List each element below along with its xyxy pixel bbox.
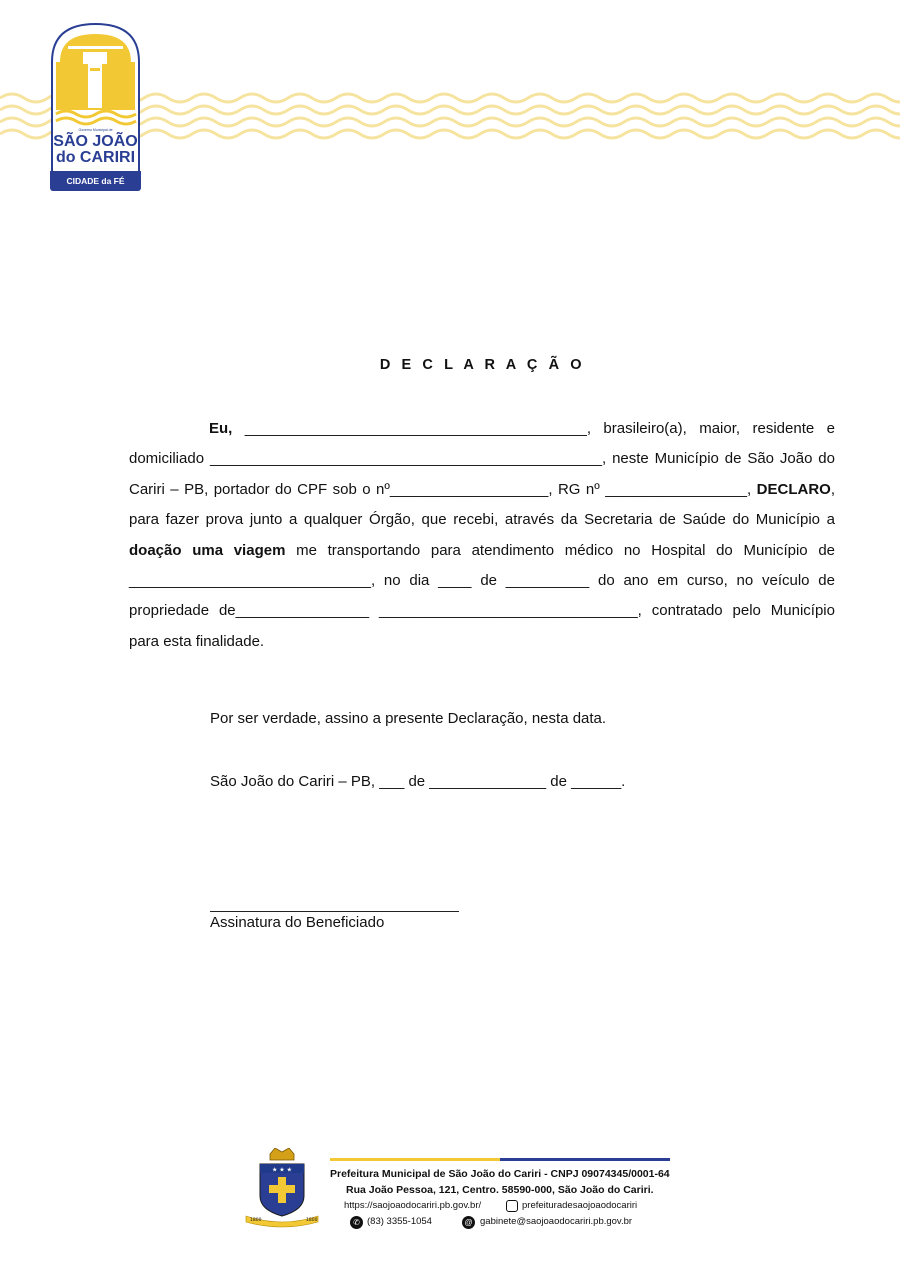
phone-icon: ✆ xyxy=(350,1216,363,1229)
document-title: D E C L A R A Ç Ã O xyxy=(379,357,586,373)
footer-org-line: Prefeitura Municipal de São João do Cariri - CNPJ 09074345/0001-64 xyxy=(330,1168,670,1180)
instagram-icon xyxy=(506,1200,518,1212)
crest-year-right: 1800 xyxy=(306,1218,318,1223)
crest-year-left: 1800 xyxy=(250,1218,262,1223)
text-segment: , contratado pelo Município para esta finalidade. xyxy=(129,602,835,650)
logo-name-line1: SÃO JOÃO xyxy=(53,133,138,150)
text-segment: , RG nº xyxy=(548,480,606,498)
text-declaro: DECLARO xyxy=(756,480,831,498)
place-date-line: São João do Cariri – PB, ___ de ______________ de ______. xyxy=(210,773,626,790)
text-segment: , neste Município de São João do Cariri – PB, portador do CPF sob o nº xyxy=(129,450,835,498)
declaration-paragraph: Eu, _________________________________________, brasileiro(a), maior, residente e domiciliado _______________________________________________, neste Município de São João do Cariri – PB, portador do CPF sob o nº___________________, RG nº _________________, DECLARO, para fazer prova junto a qualquer Órgão, que recebi, através da Secretaria de Saúde do Município a doação uma viagem me transportando para atendimento médico no Hospital do Município de _____________________________, no dia ____ de __________ do ano em curso, no veículo de propriedade de________________ _______________________________, contratado pelo Município para esta finalidade. xyxy=(129,420,836,650)
blank-day: ____ xyxy=(438,572,472,590)
text-segment: , no dia xyxy=(370,572,439,590)
municipal-crest-icon xyxy=(238,1148,326,1228)
truth-statement: Por ser verdade, assino a presente Declaração, nesta data. xyxy=(210,710,607,727)
text-segment: me transportando para atendimento médico no Hospital do Município de xyxy=(285,541,836,559)
blank-cpf: ___________________ xyxy=(389,480,549,498)
text-segment: , para fazer prova junto a qualquer Órgão, que recebi, através da Secretaria de Saúde do Município a xyxy=(129,480,835,529)
signature-line xyxy=(210,911,459,912)
blank-vehicle: _______________________________ xyxy=(379,602,638,620)
text-eu: Eu, xyxy=(209,420,233,437)
text-segment: de xyxy=(471,572,506,590)
footer-instagram-handle[interactable]: prefeituradesaojoaodocariri xyxy=(522,1200,638,1211)
blank-address: _______________________________________________ xyxy=(209,450,603,468)
footer-website-link[interactable]: https://saojoaodocariri.pb.gov.br/ xyxy=(344,1200,482,1211)
logo-tagline: CIDADE da FÉ xyxy=(50,171,141,191)
logo-subtitle: Governo Municipal de xyxy=(78,128,113,132)
blank-rg: _________________ xyxy=(605,480,748,498)
blank-month: __________ xyxy=(505,572,590,590)
svg-text:★ ★ ★: ★ ★ ★ xyxy=(272,1166,292,1174)
footer-email-link[interactable]: gabinete@saojoaodocariri.pb.gov.br xyxy=(480,1216,633,1227)
text-segment: do ano em curso, no veículo de propriedade de xyxy=(129,572,835,620)
footer-address-line: Rua João Pessoa, 121, Centro. 58590-000, São João do Cariri. xyxy=(346,1184,654,1196)
email-icon: @ xyxy=(462,1216,475,1229)
logo-name-line2: do CARIRI xyxy=(55,149,136,166)
text-segment: , brasileiro(a), maior, residente e domiciliado xyxy=(129,420,835,468)
municipal-logo xyxy=(50,22,141,186)
blank-name: _________________________________________ xyxy=(244,420,587,437)
text-doacao: doação uma viagem xyxy=(129,541,286,559)
signature-label: Assinatura do Beneficiado xyxy=(210,914,385,931)
blank-owner: ________________ xyxy=(235,602,370,620)
footer-bar-blue xyxy=(500,1158,670,1161)
text-segment xyxy=(369,602,379,619)
blank-city: _____________________________ xyxy=(129,572,371,590)
footer-color-bar xyxy=(330,1158,670,1161)
footer-phone: (83) 3355-1054 xyxy=(367,1216,432,1227)
footer-bar-yellow xyxy=(330,1158,500,1161)
